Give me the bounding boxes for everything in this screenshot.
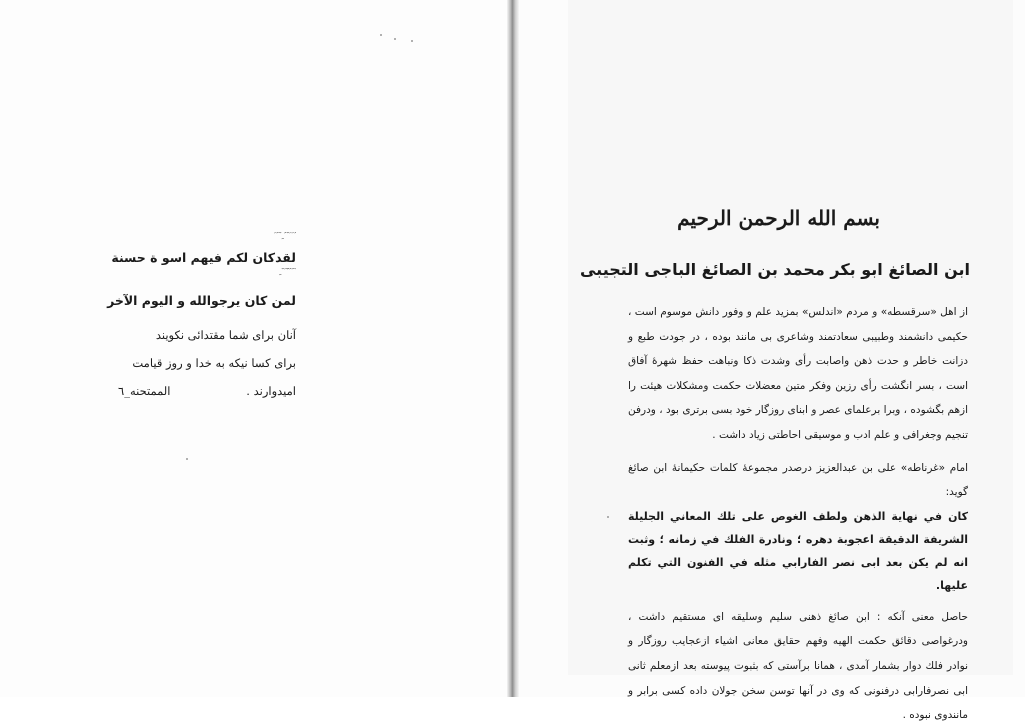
paragraph-meaning: حاصل معنی آنكه : ابن صائغ ذهنی سليم وسليقه ای مستقيم داشت ، ودرغواصی دقائق حكمت الهيه وفهم حقايق معانی اشياء ازعجايب روزگار و نوادر فلك دوار بشمار آمدی ، همانا برآستی كه بثبوت پيوسته بعد ازمعلم ثانی ابی نصرفارابی درفنونی كه وی در آنها توسن سخن جولان داده كسی برابر و مانندوی نبوده . xyxy=(628,610,968,722)
surah-reference: الممتحنه_٦ xyxy=(118,384,171,398)
scan-speck xyxy=(394,38,396,40)
chapter-title: ابن الصائغ ابو بكر محمد بن الصائغ الباجى التجيبى xyxy=(579,260,970,279)
paragraph-quote-intro: امام «غرناطه» علی بن عبدالعزیز درصدر مجموعۀ كلمات حكيمانۀ ابن صائغ گوید: xyxy=(628,461,968,499)
basmala: بسم الله الرحمن الرحيم xyxy=(677,206,880,230)
arabic-quote: كان في نهاية الذهن ولطف الغوص على تلك المعاني الجليلة الشريفة الدقيقة اعجوبة دهره ؛ ونادرة الفلك في زمانه ؛ وثبت انه لم يكن بعد ابى نصر الفارابي مثله في الفنون التي تكلم عليها. xyxy=(628,509,968,592)
diacritics-row: َ ْ ُ ُ ّ َ ْ ِ xyxy=(278,268,296,276)
scan-speck xyxy=(380,34,382,36)
ayah-line-1: لقدكان لكم فيهم اسو ة حسنة xyxy=(111,250,296,265)
epigraph xyxy=(107,232,296,405)
scan-speck xyxy=(607,516,609,518)
translation-end: امیدوارند . xyxy=(246,384,296,398)
translation-line-3 xyxy=(118,377,296,405)
translation xyxy=(118,321,296,405)
diacritics-row: َ ُ َ َ ْ ُ ِ ْ ُ َ xyxy=(273,232,296,240)
translation-line-1: آنان برای شما مقتدائی نکویند xyxy=(155,328,296,342)
paragraph-biography: از اهل «سرقسطه» و مردم «اندلس» بمزيد علم و وفور دانش موسوم است ، حكيمی دانشمند وطبيبی سعادتمند وشاعری بی مانند بوده ، در جودت طبع و دزانت خاطر و حدت ذهن واصابت رأی وشدت ذكا ونباهت حفظ شهرۀ آفاق است ، بسر انگشت رأی رزين وفكر متين معضلات حكمت ومشكلات هيئت را ازهم بگشوده ، وبرا برعلمای عصر و ابنای روزگار خود بسی برتری بود ، ودرفن تنجيم وجغرافی و علم ادب و موسيقی احاطتی زیاد داشت . xyxy=(628,306,968,441)
ayah-line-2: لمن كان يرجوالله و اليوم الآخر xyxy=(107,293,296,308)
body-text xyxy=(628,300,968,728)
scan-speck xyxy=(411,40,413,42)
translation-line-2: برای کسا نیکه به خدا و روز قیامت xyxy=(132,356,296,370)
book-spine xyxy=(507,0,519,697)
scan-speck xyxy=(186,458,188,460)
